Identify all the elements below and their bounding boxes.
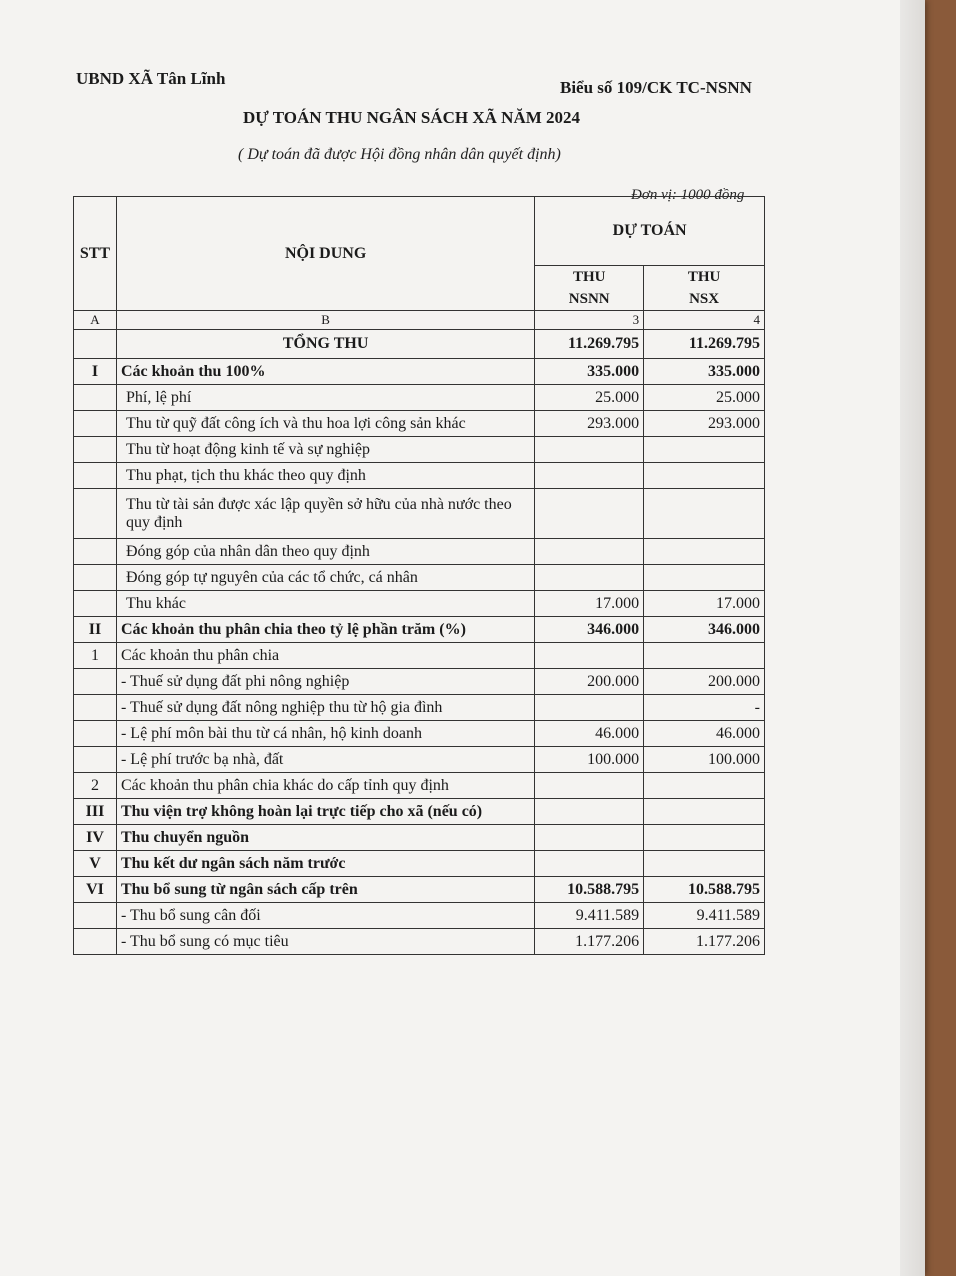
row-nsx: 100.000	[644, 747, 765, 773]
row-stt: I	[74, 359, 117, 385]
row-nsnn	[535, 695, 644, 721]
row-stt: VI	[74, 877, 117, 903]
row-stt	[74, 565, 117, 591]
row-nsnn: 1.177.206	[535, 929, 644, 955]
table-row	[74, 721, 765, 747]
table-row	[74, 411, 765, 437]
row-nsnn: 9.411.589	[535, 903, 644, 929]
row-stt	[74, 669, 117, 695]
row-content: Các khoản thu phân chia khác do cấp tỉnh quy định	[116, 773, 534, 799]
row-stt	[74, 929, 117, 955]
row-content: Thu bổ sung từ ngân sách cấp trên	[116, 877, 534, 903]
header-col4-bottom: NSX	[689, 291, 720, 307]
header-stt: STT	[74, 197, 117, 311]
row-content: - Lệ phí trước bạ nhà, đất	[116, 747, 534, 773]
row-nsx	[644, 799, 765, 825]
table-body	[74, 330, 765, 955]
row-content: - Thuế sử dụng đất nông nghiệp thu từ hộ gia đình	[116, 695, 534, 721]
row-nsx: 17.000	[644, 591, 765, 617]
row-nsnn: 11.269.795	[535, 330, 644, 359]
total-row	[74, 330, 765, 359]
row-nsx	[644, 825, 765, 851]
label-b: B	[116, 311, 534, 330]
row-nsnn: 10.588.795	[535, 877, 644, 903]
row-nsnn	[535, 565, 644, 591]
row-nsx: 335.000	[644, 359, 765, 385]
row-nsx	[644, 539, 765, 565]
row-stt: 2	[74, 773, 117, 799]
row-nsx: 293.000	[644, 411, 765, 437]
row-stt: II	[74, 617, 117, 643]
row-content: Thu phạt, tịch thu khác theo quy định	[116, 463, 534, 489]
table-row	[74, 617, 765, 643]
table-row	[74, 539, 765, 565]
row-stt	[74, 385, 117, 411]
row-stt: IV	[74, 825, 117, 851]
table-row	[74, 851, 765, 877]
row-nsx: 346.000	[644, 617, 765, 643]
row-nsx	[644, 565, 765, 591]
table-row	[74, 463, 765, 489]
row-stt	[74, 695, 117, 721]
column-label-row	[74, 311, 765, 330]
row-nsx: -	[644, 695, 765, 721]
table-row	[74, 437, 765, 463]
row-nsnn: 25.000	[535, 385, 644, 411]
table-row	[74, 877, 765, 903]
header-estimate: DỰ TOÁN	[535, 197, 765, 266]
row-nsnn: 46.000	[535, 721, 644, 747]
row-content: Thu chuyển nguồn	[116, 825, 534, 851]
row-nsx: 11.269.795	[644, 330, 765, 359]
row-stt	[74, 591, 117, 617]
budget-table	[73, 196, 765, 955]
row-nsnn	[535, 489, 644, 539]
form-number: Biểu số 109/CK TC-NSNN	[560, 78, 752, 97]
label-3: 3	[535, 311, 644, 330]
row-stt: 1	[74, 643, 117, 669]
row-content: Thu từ hoạt động kinh tế và sự nghiệp	[116, 437, 534, 463]
row-nsx: 200.000	[644, 669, 765, 695]
row-content: - Thu bổ sung có mục tiêu	[116, 929, 534, 955]
issuing-unit: UBND XÃ Tân Lĩnh	[76, 69, 226, 88]
row-nsx	[644, 463, 765, 489]
row-content: Các khoản thu phân chia	[116, 643, 534, 669]
row-nsnn: 335.000	[535, 359, 644, 385]
header-col4-top: THU	[687, 269, 721, 285]
row-nsx: 1.177.206	[644, 929, 765, 955]
row-content: Phí, lệ phí	[116, 385, 534, 411]
label-4: 4	[644, 311, 765, 330]
page-edge	[900, 0, 925, 1276]
table-row	[74, 565, 765, 591]
table-row	[74, 385, 765, 411]
table-row	[74, 695, 765, 721]
table-row	[74, 489, 765, 539]
header-col3	[535, 266, 644, 311]
row-nsx	[644, 643, 765, 669]
row-stt	[74, 330, 117, 359]
row-stt	[74, 539, 117, 565]
row-content: Đóng góp của nhân dân theo quy định	[116, 539, 534, 565]
row-nsx	[644, 851, 765, 877]
row-nsnn: 17.000	[535, 591, 644, 617]
row-content: - Thuế sử dụng đất phi nông nghiệp	[116, 669, 534, 695]
table-row	[74, 643, 765, 669]
table-row	[74, 903, 765, 929]
row-nsx: 46.000	[644, 721, 765, 747]
row-stt	[74, 463, 117, 489]
row-stt	[74, 411, 117, 437]
row-nsnn: 346.000	[535, 617, 644, 643]
label-a: A	[74, 311, 117, 330]
row-nsnn	[535, 825, 644, 851]
document-subtitle: ( Dự toán đã được Hội đồng nhân dân quyết định)	[238, 146, 561, 163]
row-stt: III	[74, 799, 117, 825]
row-content: Thu kết dư ngân sách năm trước	[116, 851, 534, 877]
row-nsx: 10.588.795	[644, 877, 765, 903]
row-content: Thu viện trợ không hoàn lại trực tiếp cho xã (nếu có)	[116, 799, 534, 825]
row-nsx	[644, 489, 765, 539]
row-content: Đóng góp tự nguyên của các tổ chức, cá nhân	[116, 565, 534, 591]
table-row	[74, 929, 765, 955]
header-col4	[644, 266, 765, 311]
row-content: Thu từ tài sản được xác lập quyền sở hữu của nhà nước theo quy định	[116, 489, 534, 539]
header-content: NỘI DUNG	[116, 197, 534, 311]
row-content: TỔNG THU	[116, 330, 534, 359]
row-nsnn	[535, 773, 644, 799]
table-row	[74, 669, 765, 695]
table-row	[74, 773, 765, 799]
row-nsnn: 200.000	[535, 669, 644, 695]
row-stt	[74, 747, 117, 773]
header-col3-bottom: NSNN	[568, 291, 610, 307]
table-row	[74, 825, 765, 851]
row-nsnn	[535, 463, 644, 489]
row-content: Thu từ quỹ đất công ích và thu hoa lợi công sản khác	[116, 411, 534, 437]
unit-note: Đơn vị: 1000 đồng	[631, 187, 745, 203]
row-nsnn	[535, 643, 644, 669]
row-stt	[74, 903, 117, 929]
header-col3-top: THU	[572, 269, 606, 285]
row-content: - Lệ phí môn bài thu từ cá nhân, hộ kinh doanh	[116, 721, 534, 747]
table-row	[74, 747, 765, 773]
row-nsnn: 100.000	[535, 747, 644, 773]
table-header-row	[74, 197, 765, 266]
row-nsx: 9.411.589	[644, 903, 765, 929]
row-nsnn	[535, 851, 644, 877]
row-nsnn	[535, 539, 644, 565]
table-row	[74, 591, 765, 617]
row-content: Thu khác	[116, 591, 534, 617]
table-row	[74, 799, 765, 825]
document-title: DỰ TOÁN THU NGÂN SÁCH XÃ NĂM 2024	[243, 108, 581, 127]
row-stt	[74, 489, 117, 539]
table-row	[74, 359, 765, 385]
row-nsx: 25.000	[644, 385, 765, 411]
row-nsx	[644, 437, 765, 463]
row-stt	[74, 721, 117, 747]
row-stt	[74, 437, 117, 463]
row-content: - Thu bổ sung cân đối	[116, 903, 534, 929]
row-content: Các khoản thu 100%	[116, 359, 534, 385]
row-nsnn	[535, 437, 644, 463]
row-nsnn	[535, 799, 644, 825]
row-stt: V	[74, 851, 117, 877]
row-nsx	[644, 773, 765, 799]
row-content: Các khoản thu phân chia theo tỷ lệ phần trăm (%)	[116, 617, 534, 643]
row-nsnn: 293.000	[535, 411, 644, 437]
